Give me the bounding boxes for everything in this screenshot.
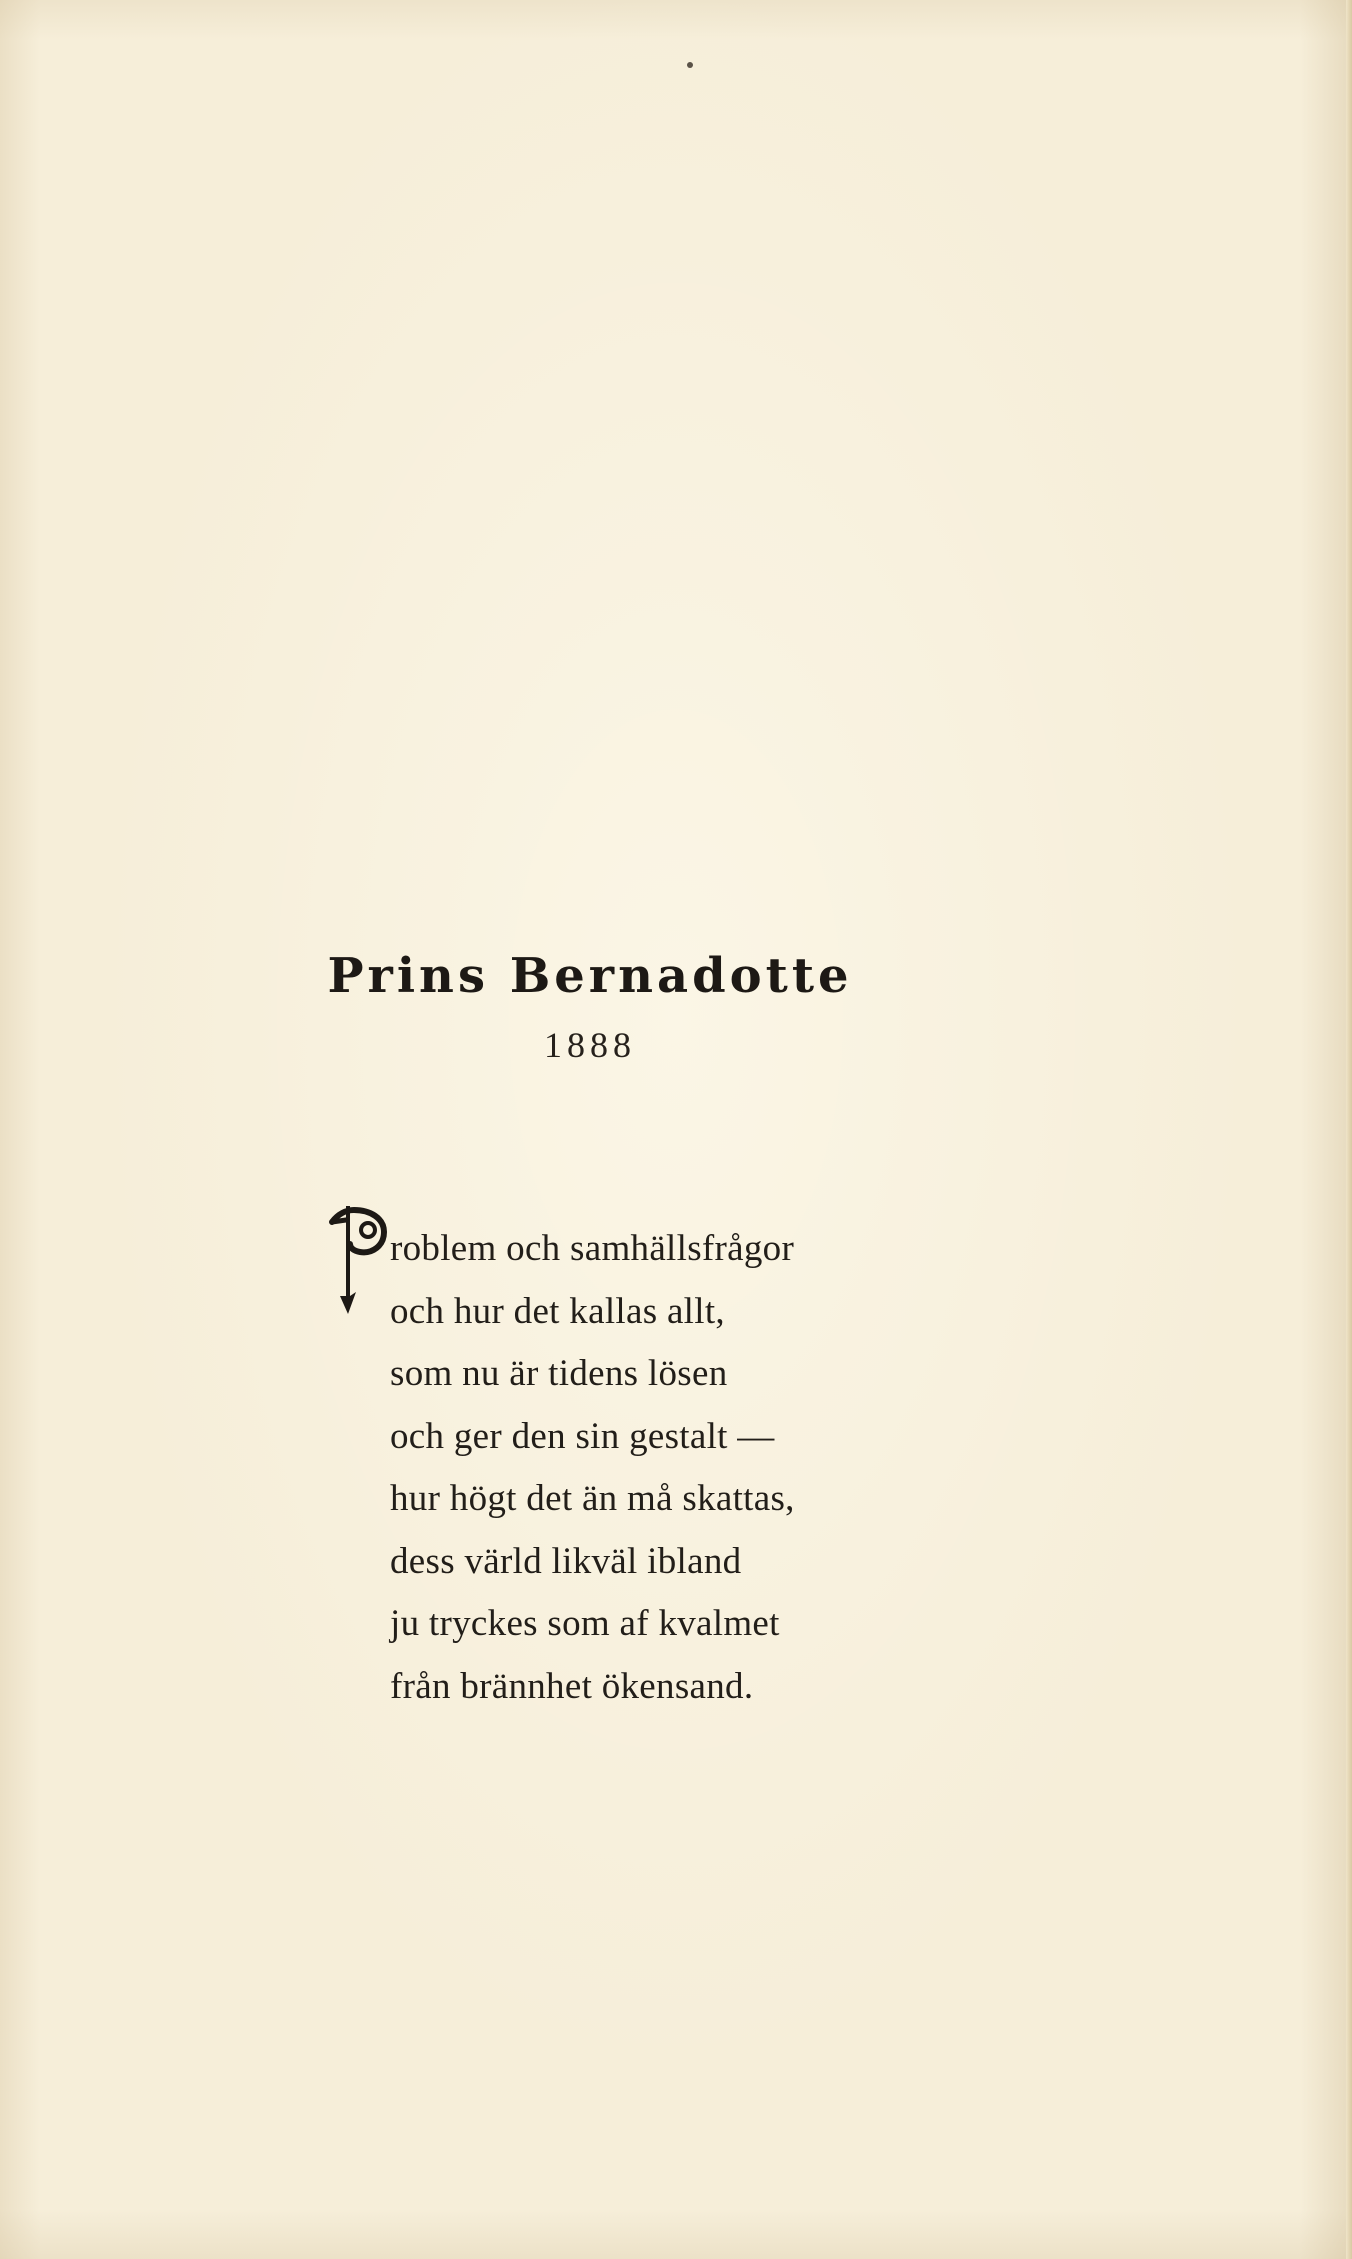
poem-line-8: från brännhet ökensand. [390, 1665, 754, 1707]
poem-line-5: hur högt det än må skattas, [390, 1478, 795, 1519]
poem-line-6: dess värld likväl ibland [390, 1540, 742, 1582]
page-title: Prins Bernadotte [327, 948, 853, 1004]
poem-line-7: ju tryckes som af kvalmet [390, 1603, 780, 1644]
page-edge [1346, 0, 1352, 2259]
page-year: 1888 [544, 1025, 636, 1065]
poem-first-line-text: roblem och samhällsfrågor [390, 1228, 795, 1269]
ink-speck [687, 62, 693, 68]
poem-line-4: och ger den sin gestalt — [390, 1415, 775, 1457]
dropcap-p-ornament [328, 1200, 394, 1320]
poem-line-3: som nu är tidens lösen [390, 1353, 728, 1394]
poem-line-2: och hur det kallas allt, [390, 1290, 725, 1332]
poem [390, 1218, 1090, 1718]
poem-line-1 [390, 1218, 1090, 1281]
